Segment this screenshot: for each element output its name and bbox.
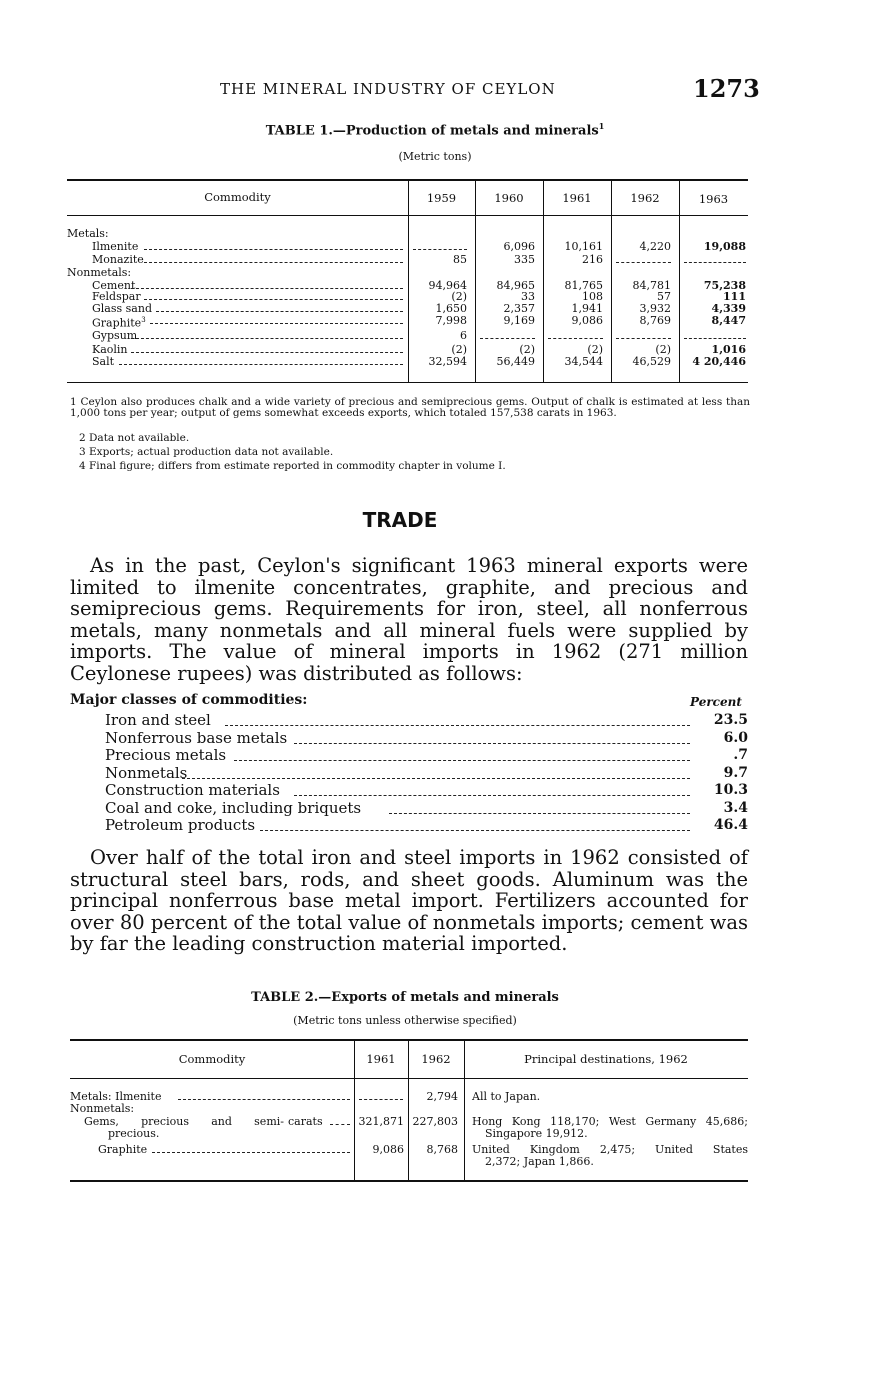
- leader-dots: [330, 1124, 350, 1125]
- table1-cell-value: 2,357: [503, 302, 535, 315]
- leader-dots: [234, 760, 690, 761]
- table2-graphite-1962: 8,768: [426, 1143, 458, 1156]
- table1-cell-value: 108: [582, 290, 603, 303]
- table1-cell-value: 57: [657, 290, 671, 303]
- distribution-percent-label: Percent: [690, 695, 742, 709]
- table1-cell-value: 1,941: [571, 302, 603, 315]
- table2-gems-dest-cont: Singapore 19,912.: [485, 1127, 588, 1140]
- table1-cell-blank: [684, 338, 746, 339]
- table1-cell-value: 6: [460, 329, 467, 342]
- leader-dots: [260, 830, 690, 831]
- table1-cell-value: (2): [451, 290, 467, 303]
- table1-cell-value: 33: [521, 290, 535, 303]
- table2-ilmenite-1961-blank: [359, 1099, 403, 1100]
- page-number: 1273: [693, 74, 760, 103]
- leader-dots: [152, 1152, 350, 1153]
- table2-col-commodity: Commodity: [178, 1052, 246, 1066]
- running-title: THE MINERAL INDUSTRY OF CEYLON: [220, 80, 556, 98]
- table1-row-label: Feldspar: [92, 290, 141, 303]
- table1-cell-value: 10,161: [564, 240, 603, 253]
- table1-cell-value: 3,932: [639, 302, 671, 315]
- leader-dots: [294, 795, 690, 796]
- paragraph-trade-intro: As in the past, Ceylon's significant 1963 mineral exports were limited to ilmenite concentrates, graphite, and precious and semiprecious gems. Requirements for iron, steel, all nonferrous metals, many nonmetals and all mineral fuels were supplied by imports. The value of mineral imports in 1962 (271 million Ceylonese rupees) was distributed as follows:: [70, 554, 748, 685]
- table1-cell-value: 84,781: [632, 279, 671, 292]
- table1-cell-blank: [480, 338, 535, 339]
- leader-dots: [156, 311, 403, 312]
- table1-row-label: Ilmenite: [92, 240, 139, 253]
- table2-group-nonmetals: Nonmetals:: [70, 1102, 135, 1115]
- table1-cell-value: 94,964: [428, 279, 467, 292]
- table1-footnote-3: 3 Exports; actual production data not available.: [79, 446, 334, 458]
- table1-row-label: Glass sand: [92, 302, 152, 315]
- distribution-item-label: Precious metals: [105, 746, 227, 764]
- leader-dots: [144, 299, 403, 300]
- table1-cell-value: (2): [587, 343, 603, 356]
- table1-cell-value: 56,449: [496, 355, 535, 368]
- table1-cell-value: 75,238: [703, 279, 746, 292]
- distribution-item-percent: 10.3: [713, 782, 748, 798]
- table2-graphite-dest: United Kingdom 2,475; United States: [472, 1143, 748, 1156]
- table1-cell-value: 19,088: [703, 240, 746, 253]
- table1-cell-value: 7,998: [435, 314, 467, 327]
- table1-cell-value: 6,096: [503, 240, 535, 253]
- table2-col-1962: 1962: [421, 1052, 451, 1066]
- table1-cell-value: 85: [453, 253, 467, 266]
- table2-row-ilmenite-label: Metals: Ilmenite: [70, 1090, 162, 1103]
- table2-graphite-1961: 9,086: [372, 1143, 404, 1156]
- table1-cell-value: 4,339: [711, 302, 746, 315]
- table2-gems-unit: carats: [288, 1115, 323, 1128]
- table1-cell-value: 335: [514, 253, 535, 266]
- leader-dots: [131, 338, 403, 339]
- table2-title: TABLE 2.—Exports of metals and minerals: [251, 990, 559, 1005]
- table1-cell-value: 32,594: [428, 355, 467, 368]
- table1-cell-value: 34,544: [564, 355, 603, 368]
- table1-cell-value: 8,447: [711, 314, 746, 327]
- table1-cell-blank: [548, 338, 603, 339]
- distribution-item-percent: 3.4: [723, 799, 748, 816]
- table2-gems-dest: Hong Kong 118,170; West Germany 45,686;: [472, 1115, 748, 1128]
- table1-col-1961: 1961: [562, 191, 592, 205]
- table1-col-1963: 1963: [698, 192, 729, 206]
- table1-cell-value: 1,016: [711, 343, 746, 356]
- leader-dots: [178, 1099, 350, 1100]
- table1-row-label: Monazite: [92, 253, 144, 266]
- table1-cell-value: (2): [519, 343, 535, 356]
- table1-row-label: Salt: [92, 355, 115, 368]
- table1-cell-value: 46,529: [632, 355, 671, 368]
- leader-dots: [144, 262, 403, 263]
- distribution-item-label: Coal and coke, including briquets: [105, 798, 362, 817]
- leader-dots: [182, 778, 690, 779]
- table2-gems-label: Gems, precious and semi-: [84, 1115, 284, 1128]
- table2-col-1961: 1961: [366, 1052, 396, 1066]
- leader-dots: [150, 323, 403, 324]
- table2-gems-label-cont: precious.: [108, 1127, 160, 1140]
- table1-subtitle: (Metric tons): [398, 150, 472, 163]
- table1-title: TABLE 1.—Production of metals and minerals$^1$: [265, 121, 605, 139]
- table2-graphite-label: Graphite: [98, 1143, 148, 1156]
- table1-cell-value: 9,086: [571, 314, 603, 327]
- table1-cell-value: 4,220: [639, 240, 671, 253]
- table1-row-label: Kaolin: [92, 343, 128, 356]
- distribution-heading: Major classes of commodities:: [70, 692, 308, 708]
- table2-graphite-dest-cont: 2,372; Japan 1,866.: [485, 1155, 594, 1168]
- distribution-item-label: Iron and steel: [105, 711, 211, 729]
- table1-row-label: Gypsum: [92, 329, 138, 342]
- table2-col-destinations: Principal destinations, 1962: [524, 1052, 688, 1066]
- distribution-item-label: Nonmetals: [105, 763, 188, 782]
- table1-cell-value: 111: [723, 290, 746, 303]
- table1-cell-value: 8,769: [639, 314, 671, 327]
- table1-col-1959: 1959: [426, 191, 457, 205]
- table2-ilmenite-1962: 2,794: [426, 1090, 458, 1103]
- table1-cell-value: (2): [655, 343, 671, 356]
- distribution-item-percent: 46.4: [713, 817, 748, 833]
- table1-cell-value: (2): [451, 343, 467, 356]
- table1-cell-blank: [684, 262, 746, 263]
- section-heading-trade: TRADE: [362, 508, 438, 532]
- table1-cell-value: 216: [582, 253, 603, 266]
- table1-footnote-4: 4 Final figure; differs from estimate reported in commodity chapter in volume I.: [79, 460, 506, 472]
- distribution-item-label: Nonferrous base metals: [105, 728, 288, 747]
- table1-group-metals: Metals:: [67, 227, 109, 240]
- table1-cell-blank: [413, 249, 467, 250]
- leader-dots: [131, 352, 403, 353]
- table1-cell-value: 81,765: [564, 279, 603, 292]
- leader-dots: [144, 249, 403, 250]
- table1-cell-blank: [616, 262, 671, 263]
- leader-dots: [131, 288, 403, 289]
- table2-gems-1962: 227,803: [412, 1115, 458, 1128]
- distribution-item-percent: 6.0: [723, 729, 748, 746]
- table1-col-1960: 1960: [494, 191, 524, 205]
- table2-gems-1961: 321,871: [358, 1115, 404, 1128]
- table1-cell-value: 9,169: [503, 314, 535, 327]
- table1-cell-value: 84,965: [496, 279, 535, 292]
- table1-col-divider: [679, 181, 680, 382]
- table1-row-label: Cement: [92, 279, 136, 292]
- distribution-item-percent: 9.7: [723, 764, 748, 781]
- paragraph-imports: Over half of the total iron and steel imports in 1962 consisted of structural steel bars, rods, and sheet goods. Aluminum was the principal nonferrous base metal import. Fertilizers accounted for over 80 percent of the total value of nonmetals imports; cement was by far the leading construction material imported.: [70, 846, 748, 955]
- table2-subtitle: (Metric tons unless otherwise specified): [293, 1014, 517, 1027]
- table1-footnote-1: 1 Ceylon also produces chalk and a wide variety of precious and semiprecious gems. Output of chalk is estimated at less than 1,000 tons per year; output of gems somewhat exceeds exports, which totaled 157,538 carats in 1963.: [70, 396, 750, 419]
- table1-col-commodity: Commodity: [204, 190, 271, 204]
- distribution-item-percent: .7: [733, 747, 748, 763]
- table1-cell-value: 4 20,446: [692, 355, 746, 368]
- distribution-item-label: Construction materials: [105, 781, 280, 799]
- table1-bottom-rule: [67, 382, 748, 383]
- table1-col-1962: 1962: [630, 191, 660, 205]
- leader-dots: [225, 725, 690, 726]
- table2-top-rule: [70, 1039, 748, 1041]
- table1-cell-blank: [616, 338, 671, 339]
- leader-dots: [389, 813, 690, 814]
- table1-cell-value: 1,650: [435, 302, 467, 315]
- table1-row-label: Graphite$^3$: [92, 316, 146, 330]
- table2-bottom-rule: [70, 1180, 748, 1182]
- leader-dots: [294, 743, 690, 744]
- distribution-item-label: Petroleum products: [105, 816, 256, 834]
- distribution-item-percent: 23.5: [713, 712, 748, 728]
- table2-ilmenite-dest: All to Japan.: [472, 1090, 541, 1103]
- table2-header-rule: [70, 1078, 748, 1079]
- table1-group-nonmetals: Nonmetals:: [67, 266, 132, 279]
- table1-footnote-2: 2 Data not available.: [79, 432, 190, 444]
- leader-dots: [119, 364, 403, 365]
